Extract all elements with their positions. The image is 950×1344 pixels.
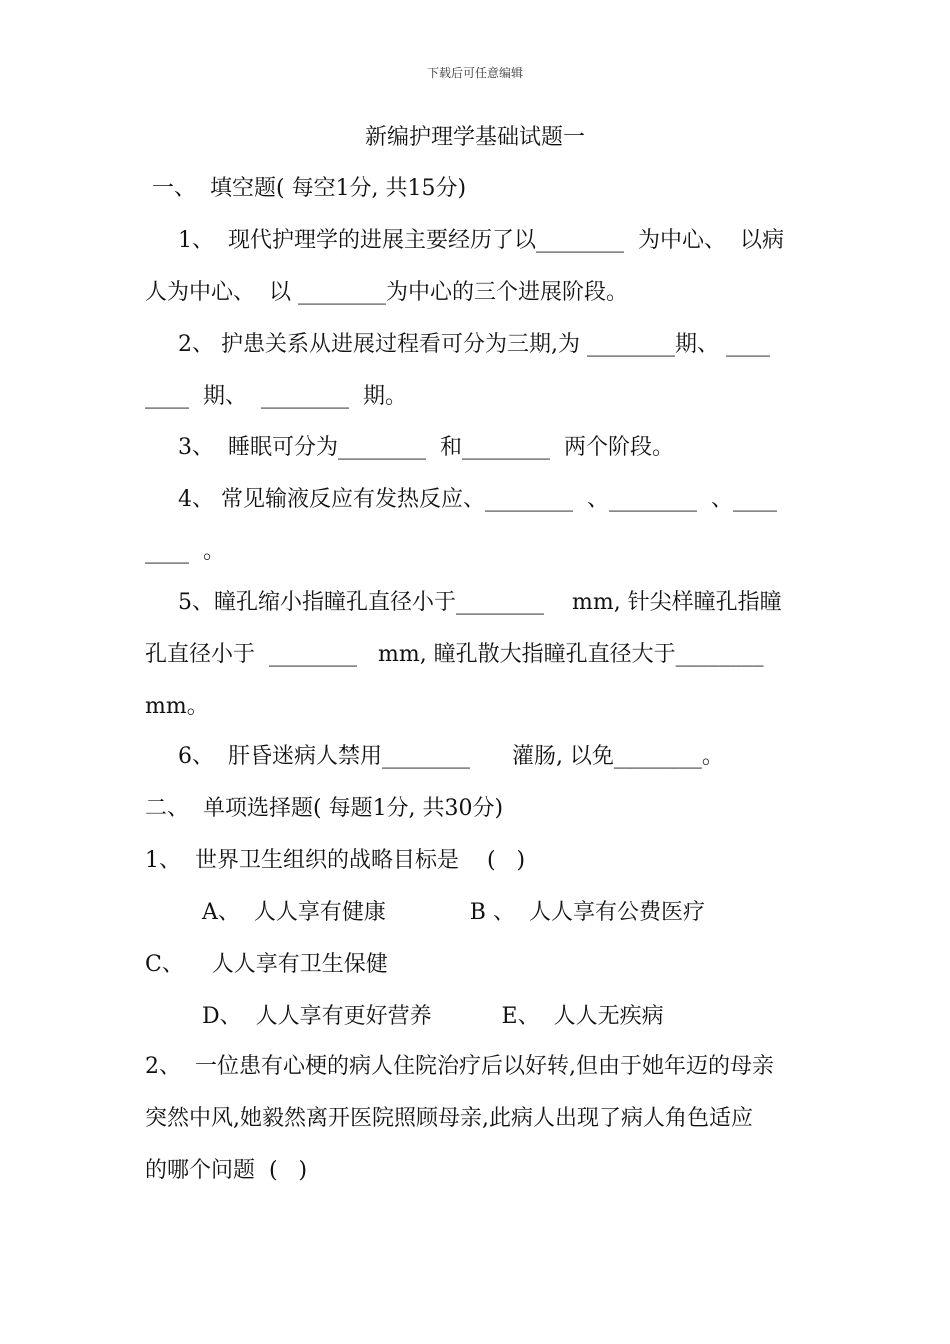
- question-line: 2、 护患关系从进展过程看可分为三期,为 ________期、 ____: [178, 332, 770, 357]
- question-line: 1、 世界卫生组织的战略目标是 ( ): [145, 848, 526, 873]
- question-line: mm。: [145, 694, 209, 719]
- question-line: 3、 睡眠可分为________ 和________ 两个阶段。: [178, 435, 674, 460]
- question-line: 1、 现代护理学的进展主要经历了以________ 为中心、 以病: [178, 228, 784, 253]
- question-line: ____ 。: [145, 539, 225, 564]
- question-line: 6、 肝昏迷病人禁用________ 灌肠, 以免________。: [178, 744, 724, 769]
- question-line: 突然中风,她毅然离开医院照顾母亲,此病人出现了病人角色适应: [145, 1106, 753, 1131]
- option-line: D、 人人享有更好营养 E、 人人无疾病: [202, 1004, 664, 1029]
- question-line: 2、 一位患有心梗的病人住院治疗后以好转,但由于她年迈的母亲: [145, 1054, 774, 1079]
- option-line: A、 人人享有健康 B 、 人人享有公费医疗: [202, 900, 705, 925]
- question-line: 5、瞳孔缩小指瞳孔直径小于________ mm, 针尖样瞳孔指瞳: [178, 590, 782, 615]
- question-line: 4、 常见输液反应有发热反应、________ 、________ 、____: [178, 487, 777, 512]
- section-heading-single-choice: 二、 单项选择题( 每题1分, 共30分): [145, 796, 504, 821]
- question-line: 人为中心、 以 ________为中心的三个进展阶段。: [145, 280, 628, 305]
- question-line: ____ 期、 ________ 期。: [145, 384, 407, 409]
- option-line: C、 人人享有卫生保健: [145, 952, 388, 977]
- question-line: 孔直径小于 ________ mm, 瞳孔散大指瞳孔直径大于________: [145, 642, 764, 667]
- section-heading-fill-in: 一、 填空题( 每空1分, 共15分): [152, 176, 467, 201]
- question-line: 的哪个问题 ( ): [145, 1158, 308, 1183]
- header-note: 下载后可任意编辑: [426, 66, 523, 80]
- page-title: 新编护理学基础试题一: [364, 125, 585, 150]
